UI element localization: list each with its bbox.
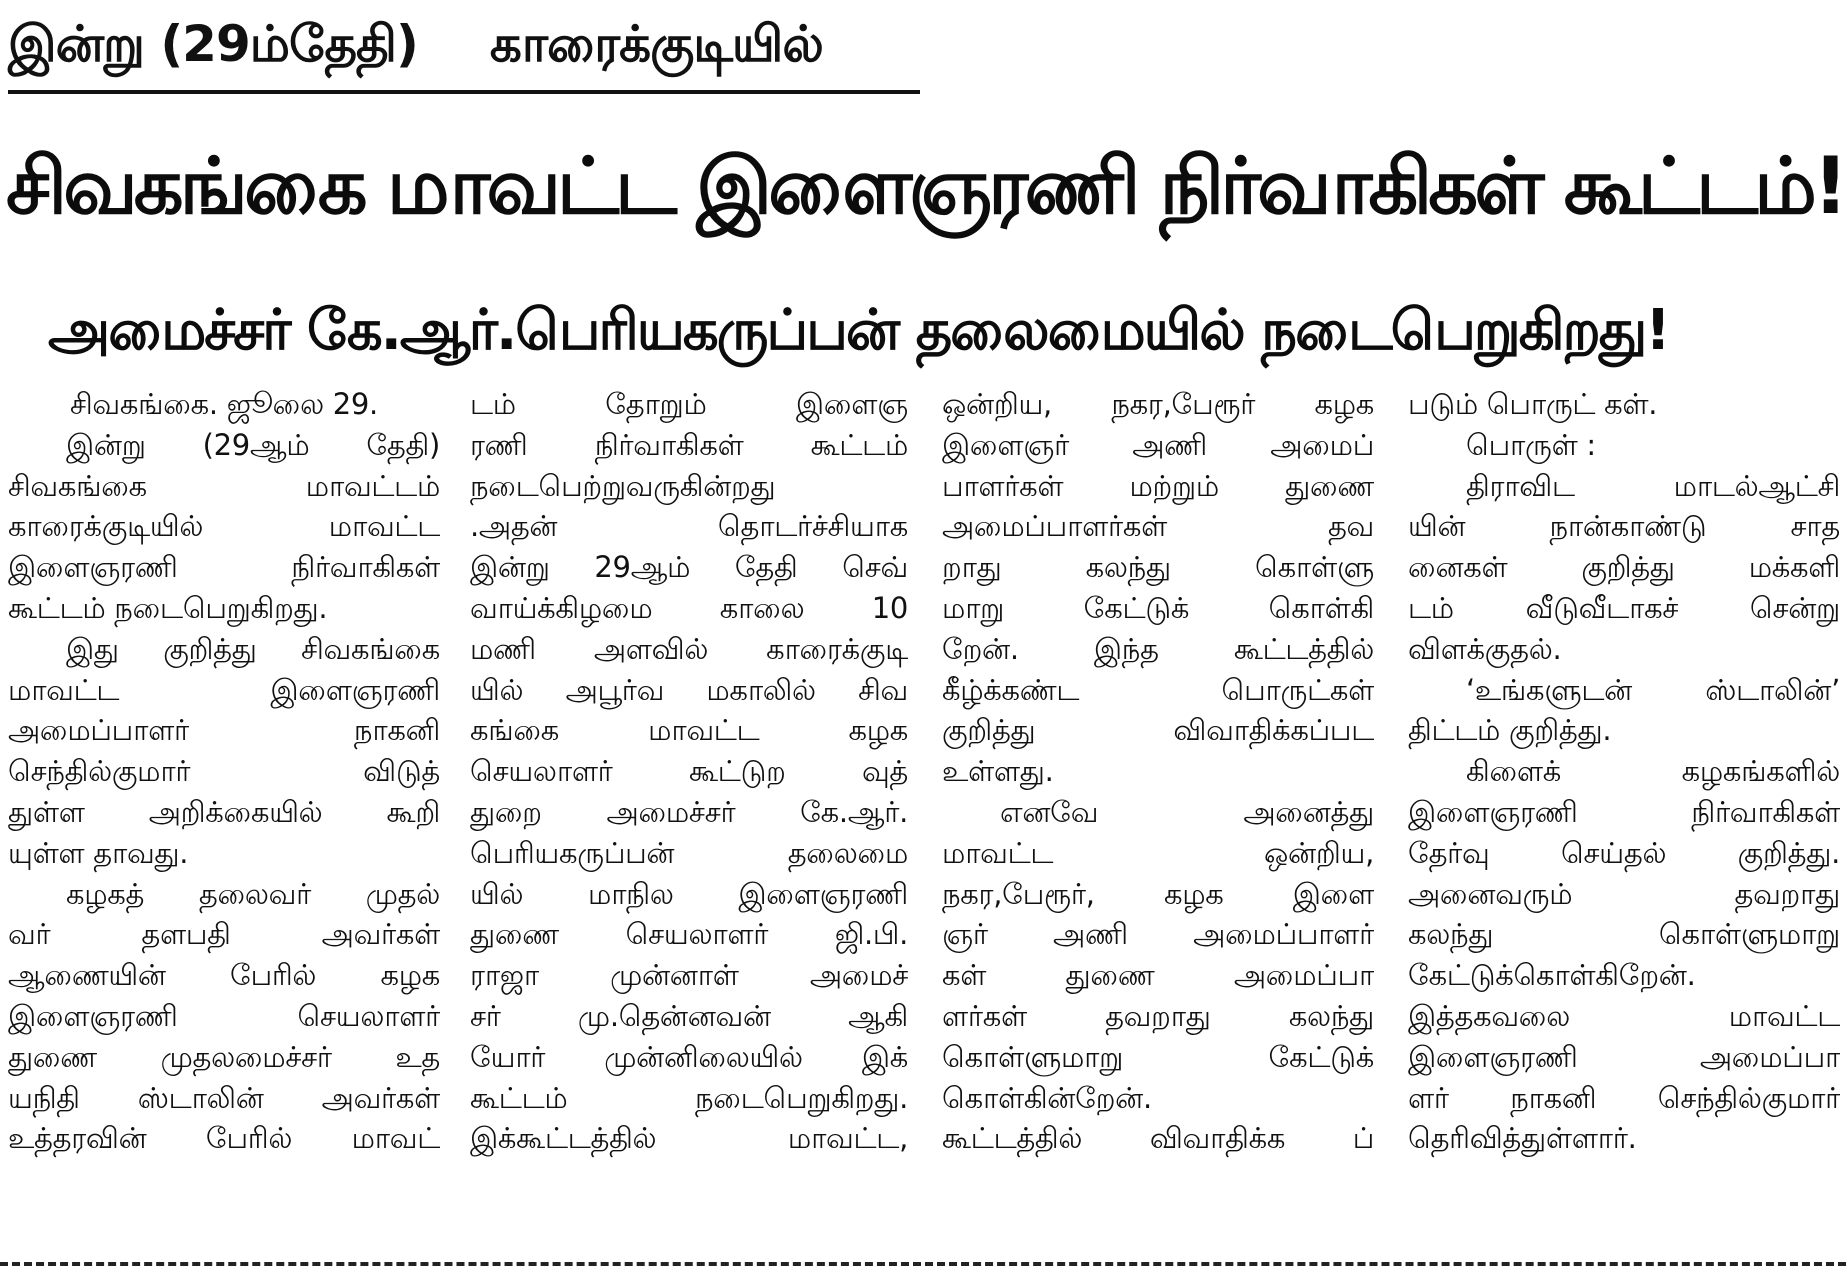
text-line: குறித்து விவாதிக்கப்பட [942,713,1374,748]
text-line: அமைப்பாளர்கள் தவ [942,509,1374,544]
text-line: உள்ளது. [942,754,1054,789]
text-line: ‘உங்களுடன் ஸ்டாலின்’ [1466,672,1840,707]
kicker-line [8,2,823,92]
text-line: மாவட்ட இளைஞரணி [8,672,440,707]
text-line: திட்டம் குறித்து. [1408,713,1612,748]
text-line: தெரிவித்துள்ளார். [1408,1121,1637,1156]
text-line: சர் மு.தென்னவன் ஆகி [470,998,908,1033]
subheadline: அமைச்சர் கே.ஆர்.பெரியகருப்பன் தலைமையில் நடைபெறுகிறது! [48,298,1669,363]
text-line: துறை அமைச்சர் கே.ஆர். [470,794,908,829]
text-line: துணை முதலமைச்சர் உத [8,1039,440,1074]
text-line: கீழ்க்கண்ட பொருட்கள் [942,672,1374,707]
text-line: கலந்து கொள்ளுமாறு [1408,917,1840,952]
text-line: டம் வீடுவீடாகச் சென்று [1408,590,1840,625]
text-line: கூட்டம் நடைபெறுகிறது. [8,590,328,625]
text-line: டம் தோறும் இளைஞ [470,387,908,421]
text-line: ஞர் அணி அமைப்பாளர் [942,917,1374,952]
text-line: யில் அபூர்வ மகாலில் சிவ [470,672,908,707]
headline: சிவகங்கை மாவட்ட இளைஞரணி நிர்வாகிகள் கூட்டம்! [6,142,1845,232]
kicker-date: இன்று (29ம்தேதி) [8,14,418,73]
text-line: நகர,பேரூர், கழக இளை [942,876,1374,911]
text-line: றாது கலந்து கொள்ளு [942,550,1374,585]
text-line: ளர்கள் தவறாது கலந்து [942,998,1374,1033]
text-line: காரைக்குடியில் மாவட்ட [8,509,440,544]
text-line: யுள்ள தாவது. [8,835,189,870]
text-line: யின் நான்காண்டு சாத [1408,509,1840,544]
text-line: சிவகங்கை. ஜூலை 29. [70,387,378,421]
text-line: .அதன் தொடர்ச்சியாக [470,509,908,544]
text-line: ராஜா முன்னாள் அமைச் [470,958,908,993]
article-column-2 [470,384,908,1246]
text-line: ளர் நாகனி செந்தில்குமார் [1408,1080,1840,1115]
text-line: கூட்டம் நடைபெறுகிறது. [470,1080,908,1115]
text-line: நடைபெற்றுவருகின்றது [470,468,776,503]
text-line: துணை செயலாளர் ஜி.பி. [470,917,908,952]
text-line: றேன். இந்த கூட்டத்தில் [942,631,1374,666]
text-line: கங்கை மாவட்ட கழக [470,713,908,748]
text-line: கேட்டுக்கொள்கிறேன். [1408,958,1696,993]
text-line: கள் துணை அமைப்பா [942,958,1374,993]
text-line: செயலாளர் கூட்டுற வுத் [470,754,908,789]
text-line: சிவகங்கை மாவட்டம் [8,468,440,503]
text-line: இன்று (29ஆம் தேதி) [66,427,440,462]
text-line: எனவே அனைத்து [1000,794,1374,829]
text-line: யில் மாநில இளைஞரணி [470,876,908,911]
text-line: இது குறித்து சிவகங்கை [66,631,440,666]
text-line: கூட்டத்தில் விவாதிக்க ப் [942,1121,1374,1156]
text-line: உத்தரவின் பேரில் மாவட் [8,1121,440,1156]
text-line: கழகத் தலைவர் முதல் [66,876,440,911]
text-line: ஒன்றிய, நகர,பேரூர் கழக [942,387,1374,421]
text-line: னைகள் குறித்து மக்களி [1408,550,1840,585]
text-line: பெரியகருப்பன் தலைமை [470,835,908,870]
text-line: பாளர்கள் மற்றும் துணை [942,468,1374,503]
text-line: யநிதி ஸ்டாலின் அவர்கள் [8,1080,440,1115]
bottom-dashed-divider [0,1262,1846,1266]
text-line: அமைப்பாளர் நாகனி [8,713,440,748]
text-line: திராவிட மாடல்ஆட்சி [1466,468,1840,503]
text-line: மாறு கேட்டுக் கொள்கி [942,590,1374,625]
article-column-4 [1408,384,1840,1246]
text-line: கொள்ளுமாறு கேட்டுக் [942,1039,1374,1074]
text-line: யோர் முன்னிலையில் இக் [470,1039,908,1074]
text-line: இளைஞரணி அமைப்பா [1408,1039,1840,1074]
text-line: இக்கூட்டத்தில் மாவட்ட, [470,1121,908,1156]
article-column-3 [942,384,1374,1246]
text-line: வர் தளபதி அவர்கள் [8,917,440,952]
text-line: ரணி நிர்வாகிகள் கூட்டம் [470,427,908,462]
kicker-location: காரைக்குடியில் [489,14,823,73]
text-line: இளைஞர் அணி அமைப் [942,427,1374,462]
text-line: கிளைக் கழகங்களில் [1466,754,1840,789]
text-line: அனைவரும் தவறாது [1408,876,1840,911]
text-line: இளைஞரணி நிர்வாகிகள் [1408,794,1840,829]
text-line: இத்தகவலை மாவட்ட [1408,998,1840,1033]
text-line: செந்தில்குமார் விடுத் [8,754,440,789]
text-line: தேர்வு செய்தல் குறித்து. [1408,835,1840,870]
text-line: மாவட்ட ஒன்றிய, [942,835,1374,870]
article-body [0,384,1846,1246]
kicker-underline [8,90,920,94]
text-line: இன்று 29ஆம் தேதி செவ் [470,550,908,585]
text-line: விளக்குதல். [1408,631,1562,666]
text-line: படும் பொருட் கள். [1408,387,1658,421]
text-line: கொள்கின்றேன். [942,1080,1152,1115]
text-line: மணி அளவில் காரைக்குடி [470,631,908,666]
article-column-1 [8,384,440,1246]
text-line: பொருள் : [1466,427,1596,462]
text-line: ஆணையின் பேரில் கழக [8,958,440,993]
text-line: வாய்க்கிழமை காலை 10 [470,590,908,625]
text-line: இளைஞரணி செயலாளர் [8,998,440,1033]
text-line: இளைஞரணி நிர்வாகிகள் [8,550,440,585]
text-line: துள்ள அறிக்கையில் கூறி [8,794,440,829]
